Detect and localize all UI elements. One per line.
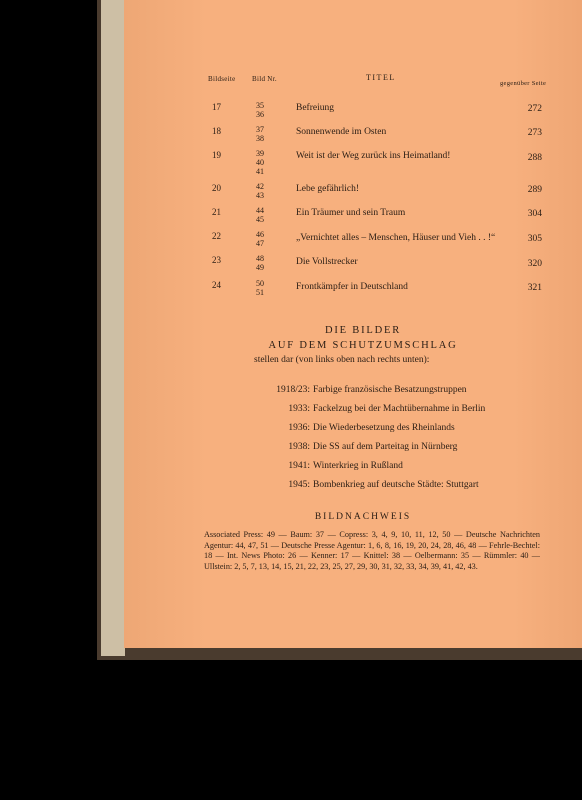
book-page	[124, 0, 582, 648]
bild-nr: 35	[256, 101, 264, 110]
page-number: 272	[527, 104, 542, 114]
bildseite-number: 23	[212, 255, 221, 265]
bild-nr: 44	[256, 206, 264, 215]
caption-text: Winterkrieg in Rußland	[313, 461, 403, 471]
bild-nr: 42	[256, 182, 264, 191]
header-gegenueber-seite: gegenüber Seite	[500, 80, 547, 87]
bildseite-number: 18	[212, 126, 221, 136]
page-number: 273	[527, 128, 542, 138]
bild-nr: 39	[256, 149, 264, 158]
year-label: 1918/23:	[276, 385, 310, 395]
year-label: 1941:	[288, 461, 310, 471]
bildnachweis-heading: BILDNACHWEIS	[314, 512, 412, 522]
year-label: 1945:	[288, 480, 310, 490]
bildseite-number: 21	[212, 207, 221, 217]
schutzumschlag-subheading: stellen dar (von links oben nach rechts unten):	[254, 355, 430, 365]
bildseite-number: 22	[212, 231, 221, 241]
schutzumschlag-heading-1: DIE BILDER	[324, 325, 402, 336]
bild-nr: 43	[256, 191, 264, 200]
page-number: 321	[527, 283, 542, 293]
caption-text: Farbige französische Besatzungstruppen	[313, 385, 467, 395]
caption-text: Bombenkrieg auf deutsche Städte: Stuttgart	[313, 480, 479, 490]
bildseite-number: 24	[212, 280, 221, 290]
bildseite-number: 17	[212, 102, 221, 112]
bild-nr: 51	[256, 288, 264, 297]
page-number: 304	[527, 209, 542, 219]
bild-nr: 48	[256, 254, 264, 263]
bildnachweis-text: Associated Press: 49 — Baum: 37 — Copress: 3, 4, 9, 10, 11, 12, 50 — Deutsche Nachrichten Agentur: 44, 47, 51 — Deutsche Presse Agentur: 1, 6, 8, 16, 19, 20, 24, 28, 46, 48 — Fehrle-Bechtel: 18 — Int. News Photo: 26 — Kenner: 17 — Knittel: 38 — Oelbermann: 35 — Rümmler: 40 — Ullstein: 2, 5, 7, 13, 14, 15, 21, 22, 23, 25, 27, 29, 30, 31, 32, 33, 34, 39, 41, 42, 43.	[204, 530, 540, 571]
bild-nr: 41	[256, 167, 264, 176]
bild-nr: 40	[256, 158, 264, 167]
bild-nr: 36	[256, 110, 264, 119]
page-number: 320	[527, 259, 542, 269]
bild-nr: 46	[256, 230, 264, 239]
row-title: Lebe gefährlich!	[296, 184, 360, 194]
schutzumschlag-heading-2: AUF DEM SCHUTZUMSCHLAG	[268, 340, 458, 351]
bildseite-number: 20	[212, 183, 221, 193]
year-label: 1938:	[288, 442, 310, 452]
row-title: „Vernichtet alles – Menschen, Häuser und Vieh . . !“	[296, 233, 496, 243]
row-title: Weit ist der Weg zurück ins Heimatland!	[296, 151, 451, 161]
page-edge-strip	[101, 0, 125, 656]
header-bildseite: Bildseite	[208, 75, 236, 83]
page-number: 288	[527, 153, 542, 163]
caption-text: Fackelzug bei der Machtübernahme in Berlin	[313, 404, 486, 414]
year-label: 1936:	[288, 423, 310, 433]
page-number: 305	[527, 234, 542, 244]
row-title: Frontkämpfer in Deutschland	[296, 282, 408, 292]
bildseite-number: 19	[212, 150, 221, 160]
bild-nr: 47	[256, 239, 264, 248]
bild-nr: 37	[256, 125, 264, 134]
header-bild-nr: Bild Nr.	[252, 75, 277, 83]
year-label: 1933:	[288, 404, 310, 414]
row-title: Sonnenwende im Osten	[296, 127, 387, 137]
bild-nr: 45	[256, 215, 264, 224]
caption-text: Die Wiederbesetzung des Rheinlands	[313, 423, 455, 433]
header-titel: TITEL	[366, 73, 396, 82]
row-title: Befreiung	[296, 103, 334, 113]
row-title: Die Vollstrecker	[296, 257, 358, 267]
bild-nr: 50	[256, 279, 264, 288]
row-title: Ein Träumer und sein Traum	[296, 208, 406, 218]
page-number: 289	[527, 185, 542, 195]
bild-nr: 49	[256, 263, 264, 272]
bild-nr: 38	[256, 134, 264, 143]
caption-text: Die SS auf dem Parteitag in Nürnberg	[313, 442, 458, 452]
